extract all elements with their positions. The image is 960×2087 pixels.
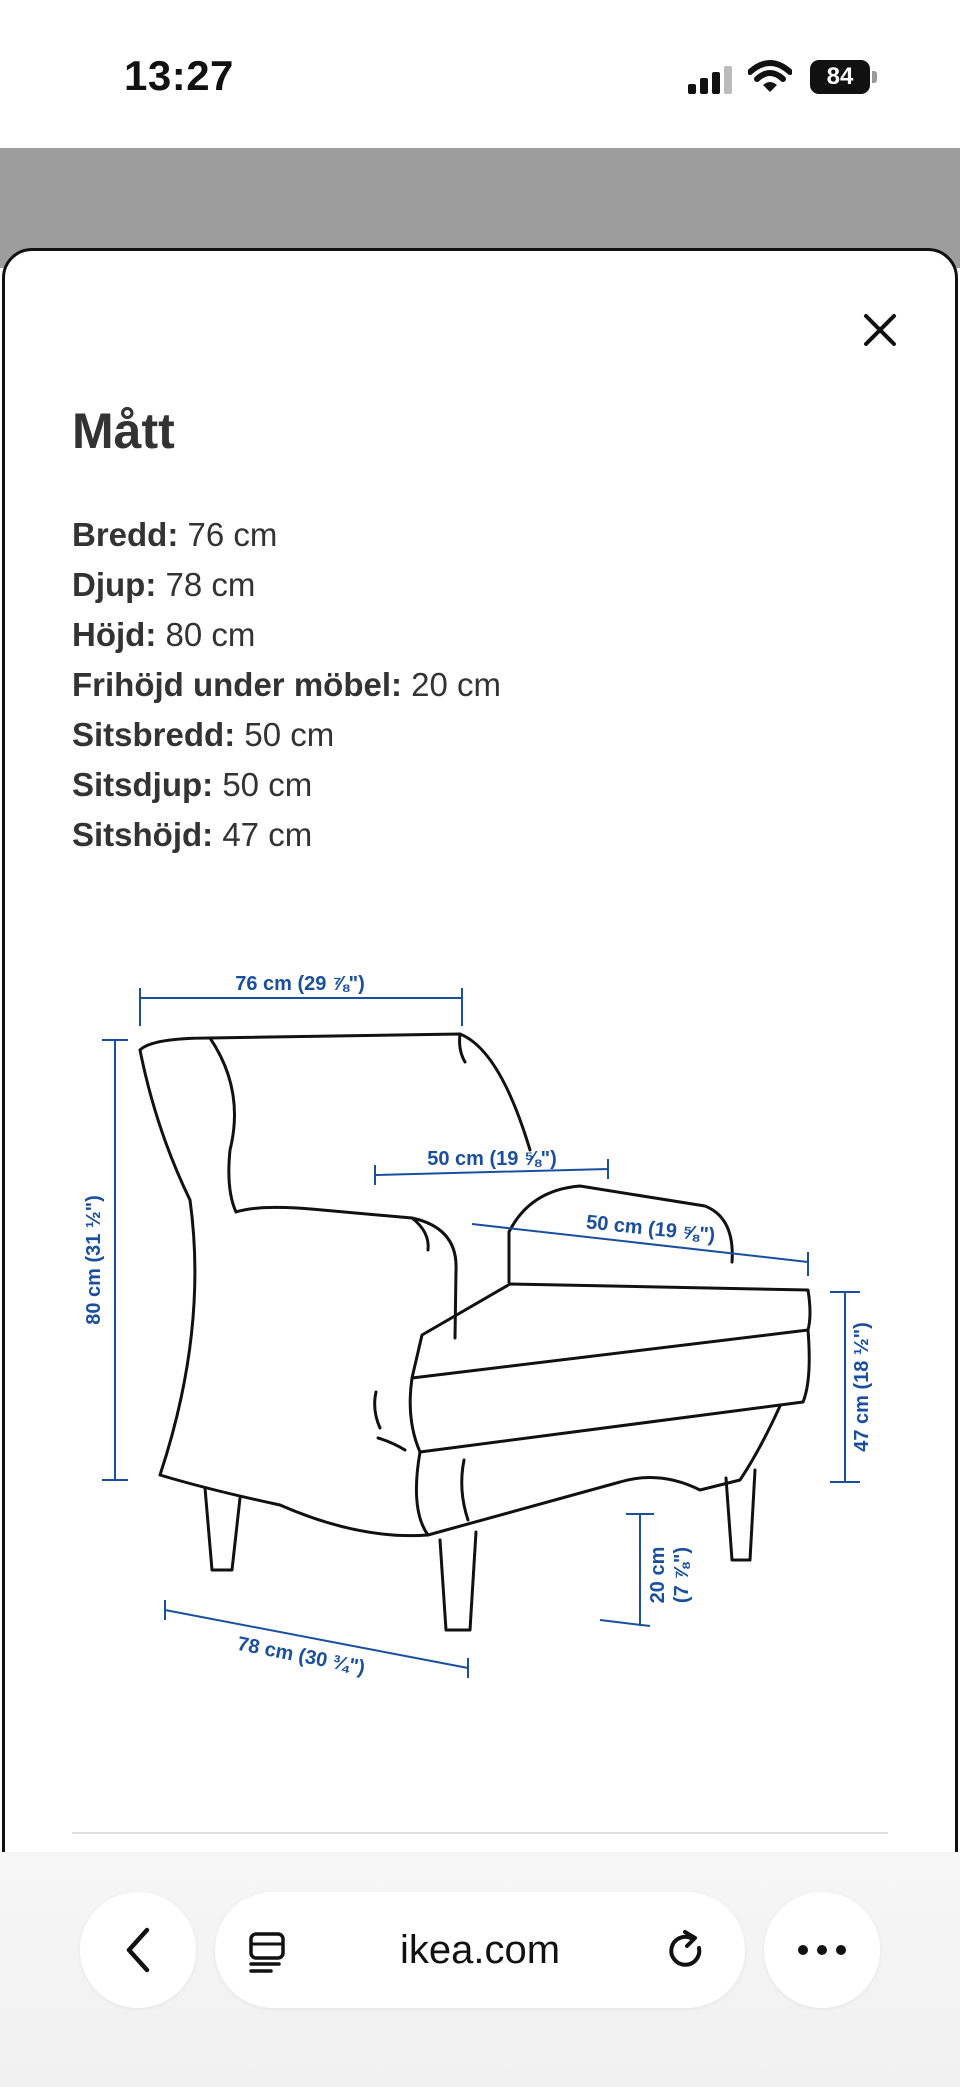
status-time: 13:27 — [124, 52, 234, 99]
url-domain[interactable]: ikea.com — [399, 1928, 561, 1972]
dimension-value: 50 cm — [235, 716, 335, 753]
dimension-label: Sitshöjd: — [72, 816, 214, 853]
label-seat-height: 47 cm (18 ½") — [851, 1322, 873, 1452]
dimension-lines — [102, 988, 860, 1678]
dimension-label: Frihöjd under möbel: — [72, 666, 402, 703]
reader-icon[interactable] — [245, 1930, 289, 1974]
dimension-label: Sitsbredd: — [72, 716, 236, 753]
wifi-icon — [748, 60, 792, 94]
address-bar[interactable] — [215, 1892, 745, 2008]
label-width: 76 cm (29 ⅞") — [235, 973, 365, 995]
label-clearance-inches: (7 ⅞") — [671, 1546, 693, 1604]
dimension-row — [72, 810, 501, 860]
armchair-dimension-diagram — [60, 950, 900, 1750]
page-title: Mått — [72, 403, 175, 459]
dimensions-list — [72, 510, 501, 860]
armchair-line-drawing — [140, 1034, 810, 1630]
dimension-value: 50 cm — [213, 766, 313, 803]
label-seat-depth: 50 cm (19 ⅝") — [585, 1211, 717, 1247]
label-depth: 78 cm (30 ¾") — [235, 1632, 367, 1680]
status-bar — [0, 0, 960, 148]
divider — [72, 1832, 888, 1834]
dimension-value: 20 cm — [401, 666, 502, 703]
dimension-label: Djup: — [72, 566, 157, 603]
dimension-value: 47 cm — [213, 816, 313, 853]
dimension-row — [72, 710, 501, 760]
close-button[interactable] — [850, 300, 910, 360]
dimension-row — [72, 510, 501, 560]
more-button[interactable] — [764, 1892, 880, 2008]
dimension-label: Höjd: — [72, 616, 157, 653]
close-icon — [863, 313, 897, 347]
dimension-row — [72, 560, 501, 610]
dimension-label: Sitsdjup: — [72, 766, 214, 803]
dimension-value: 78 cm — [156, 566, 256, 603]
back-chevron-icon — [123, 1926, 153, 1974]
dimension-row — [72, 760, 501, 810]
more-icon — [797, 1944, 847, 1956]
signal-icon — [688, 66, 734, 94]
battery-level: 84 — [826, 63, 854, 90]
reload-icon[interactable] — [663, 1928, 709, 1974]
label-height: 80 cm (31 ½") — [83, 1195, 105, 1325]
battery-icon — [810, 60, 876, 94]
dimension-row — [72, 610, 501, 660]
back-button[interactable] — [80, 1892, 196, 2008]
dimension-row — [72, 660, 501, 710]
label-clearance: 20 cm — [647, 1546, 669, 1604]
label-seat-width: 50 cm (19 ⅝") — [427, 1148, 557, 1170]
dimension-label: Bredd: — [72, 516, 179, 553]
dimension-value: 80 cm — [156, 616, 256, 653]
dimension-value: 76 cm — [178, 516, 278, 553]
